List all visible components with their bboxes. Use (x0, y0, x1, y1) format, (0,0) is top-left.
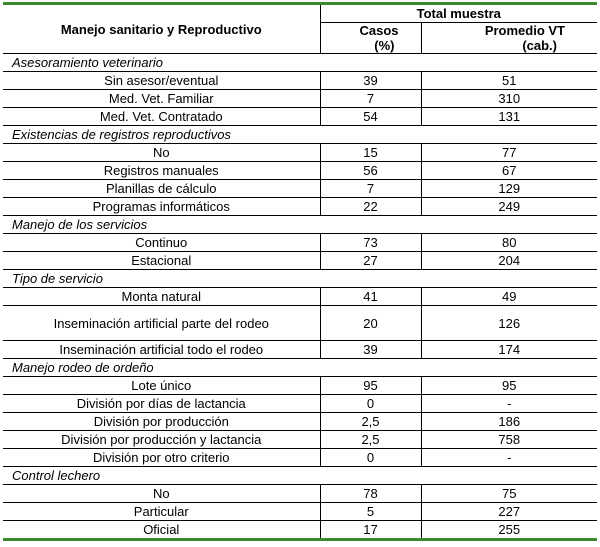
promedio-value: 126 (421, 306, 597, 341)
promedio-value: 255 (421, 521, 597, 540)
casos-value: 56 (320, 162, 421, 180)
row-label: Lote único (3, 377, 320, 395)
casos-value: 2,5 (320, 431, 421, 449)
data-table (3, 2, 597, 541)
table-row (3, 234, 597, 252)
row-label: Planillas de cálculo (3, 180, 320, 198)
table-row (3, 252, 597, 270)
casos-value: 41 (320, 288, 421, 306)
table-title: Manejo sanitario y Reproductivo (3, 4, 320, 54)
row-label: División por días de lactancia (3, 395, 320, 413)
casos-value: 39 (320, 341, 421, 359)
table-row (3, 108, 597, 126)
casos-header (320, 23, 421, 54)
section-row (3, 270, 597, 288)
casos-value: 95 (320, 377, 421, 395)
promedio-value: 227 (421, 503, 597, 521)
row-label: Estacional (3, 252, 320, 270)
promedio-value: 80 (421, 234, 597, 252)
section-row (3, 359, 597, 377)
casos-value: 22 (320, 198, 421, 216)
promedio-value: 204 (421, 252, 597, 270)
promedio-value: 310 (421, 90, 597, 108)
header-row (3, 4, 597, 23)
table-body (3, 4, 597, 540)
row-label: División por producción y lactancia (3, 431, 320, 449)
table-row (3, 180, 597, 198)
section-title: Manejo de los servicios (3, 216, 597, 234)
row-label: División por otro criterio (3, 449, 320, 467)
casos-value: 20 (320, 306, 421, 341)
table-row (3, 521, 597, 540)
promedio-value: 77 (421, 144, 597, 162)
promedio-value: 758 (421, 431, 597, 449)
section-title: Manejo rodeo de ordeño (3, 359, 597, 377)
casos-value: 27 (320, 252, 421, 270)
table-row (3, 431, 597, 449)
casos-value: 54 (320, 108, 421, 126)
row-label: Inseminación artificial parte del rodeo (3, 306, 320, 341)
promedio-value: - (421, 395, 597, 413)
group-header: Total muestra (320, 4, 597, 23)
table-row (3, 288, 597, 306)
casos-value: 5 (320, 503, 421, 521)
casos-value: 2,5 (320, 413, 421, 431)
promedio-value: 49 (421, 288, 597, 306)
promedio-header (421, 23, 597, 54)
section-title: Existencias de registros reproductivos (3, 126, 597, 144)
promedio-value: - (421, 449, 597, 467)
table-row (3, 162, 597, 180)
promedio-value: 174 (421, 341, 597, 359)
table-row (3, 485, 597, 503)
casos-value: 17 (320, 521, 421, 540)
table-row (3, 198, 597, 216)
section-row (3, 126, 597, 144)
row-label: Registros manuales (3, 162, 320, 180)
promedio-header-line1: Promedio VT (484, 23, 565, 38)
row-label: Inseminación artificial todo el rodeo (3, 341, 320, 359)
row-label: Med. Vet. Familiar (3, 90, 320, 108)
table-row (3, 377, 597, 395)
table-row (3, 395, 597, 413)
casos-value: 73 (320, 234, 421, 252)
row-label: Sin asesor/eventual (3, 72, 320, 90)
promedio-value: 131 (421, 108, 597, 126)
row-label: Oficial (3, 521, 320, 540)
casos-header-line2: (%) (374, 38, 395, 53)
section-title: Asesoramiento veterinario (3, 54, 597, 72)
row-label: Continuo (3, 234, 320, 252)
row-label: Particular (3, 503, 320, 521)
section-title: Tipo de servicio (3, 270, 597, 288)
promedio-value: 129 (421, 180, 597, 198)
table-row (3, 306, 597, 341)
promedio-value: 249 (421, 198, 597, 216)
promedio-value: 186 (421, 413, 597, 431)
casos-header-line1: Casos (359, 23, 399, 38)
section-row (3, 467, 597, 485)
table-row (3, 413, 597, 431)
row-label: Programas informáticos (3, 198, 320, 216)
row-label: No (3, 144, 320, 162)
promedio-value: 51 (421, 72, 597, 90)
casos-value: 15 (320, 144, 421, 162)
row-label: Med. Vet. Contratado (3, 108, 320, 126)
section-title: Control lechero (3, 467, 597, 485)
casos-value: 0 (320, 395, 421, 413)
casos-value: 39 (320, 72, 421, 90)
table-row (3, 90, 597, 108)
promedio-header-line2: (cab.) (522, 38, 557, 53)
section-row (3, 216, 597, 234)
promedio-value: 95 (421, 377, 597, 395)
casos-value: 7 (320, 90, 421, 108)
table-row (3, 503, 597, 521)
promedio-value: 75 (421, 485, 597, 503)
casos-value: 7 (320, 180, 421, 198)
table-row (3, 449, 597, 467)
row-label: Monta natural (3, 288, 320, 306)
row-label: División por producción (3, 413, 320, 431)
row-label: No (3, 485, 320, 503)
table-row (3, 144, 597, 162)
casos-value: 0 (320, 449, 421, 467)
table-row (3, 341, 597, 359)
table-row (3, 72, 597, 90)
casos-value: 78 (320, 485, 421, 503)
section-row (3, 54, 597, 72)
promedio-value: 67 (421, 162, 597, 180)
